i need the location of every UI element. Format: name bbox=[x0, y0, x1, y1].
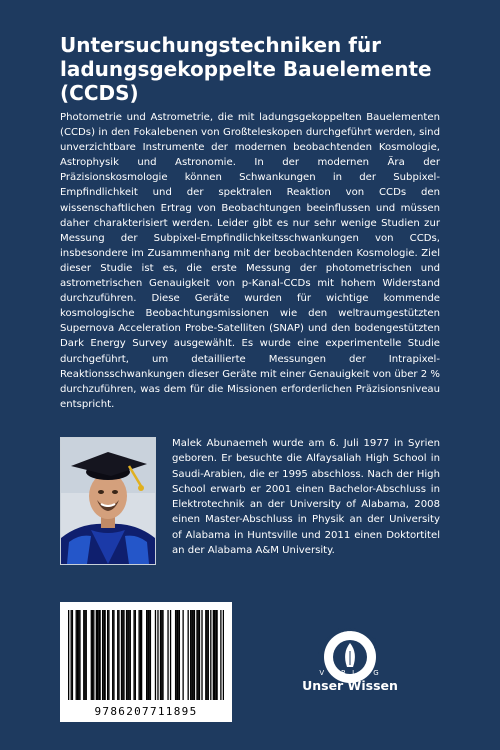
barcode-bar bbox=[205, 610, 206, 700]
barcode-bar bbox=[121, 610, 122, 700]
book-abstract: Photometrie und Astrometrie, die mit ladungsgekoppelten Bauelementen (CCDs) in den Fokalebenen von Großteleskopen durchgeführt werden, sind unverzichtbare Instrumente der modernen beobachtenden Kosmologie, Astrophysik und Astronomie. In der modernen Ära der Präzisionskosmologie können Schwankungen in der Subpixel-Empfindlichkeit und der spektralen Reaktion von CCDs den wissenschaftlichen Ertrag von Beobachtungen beeinflussen und müssen daher charakterisiert werden. Leider gibt es nur sehr wenige Studien zur Messung der Subpixel-Empfindlichkeitsschwankungen von CCDs, insbesondere im Zusammenhang mit der beobachtenden Kosmologie. Ziel dieser Studie ist es, die erste Messung der photometrischen und astrometrischen Genauigkeit von p-Kanal-CCDs mit hohem Widerstand durchzuführen. Diese Geräte wurden für wichtige kommende kosmologische Beobachtungsmissionen wie den weltraumgestützten Supernova Acceleration Probe-Satelliten (SNAP) und den bodengestützten Dark Energy Survey ausgewählt. Es wurde eine experimentelle Studie durchgeführt, um detaillierte Messungen der Intrapixel-Reaktionsschwankungen dieser Geräte mit einer Genauigkeit von über 2 % durchzuführen, was dem für die Missionen erforderlichen Präzisionsniveau entspricht. bbox=[60, 112, 441, 410]
barcode-bar bbox=[146, 610, 147, 700]
barcode-bar bbox=[93, 610, 94, 700]
barcode-bar bbox=[78, 610, 79, 700]
barcode-bar bbox=[123, 610, 124, 700]
barcode-bar bbox=[149, 610, 150, 700]
barcode-bar bbox=[76, 610, 77, 700]
barcode-bar bbox=[77, 610, 78, 700]
logo-ring-text: Unser Wissen · Verlag · bbox=[317, 625, 383, 656]
barcode-bar bbox=[161, 610, 162, 700]
barcode-bar bbox=[83, 610, 84, 700]
barcode-bar bbox=[176, 610, 177, 700]
isbn-number: 9786207711895 bbox=[94, 705, 198, 718]
barcode-bar bbox=[155, 610, 156, 700]
barcode-bar bbox=[196, 610, 197, 700]
barcode-bar bbox=[128, 610, 129, 700]
barcode-bar bbox=[216, 610, 217, 700]
barcode-bar bbox=[175, 610, 176, 700]
barcode-bar bbox=[190, 610, 191, 700]
barcode-bar bbox=[140, 610, 141, 700]
barcode-bar bbox=[141, 610, 142, 700]
barcode-bar bbox=[179, 610, 180, 700]
barcode-bar bbox=[112, 610, 113, 700]
barcode-bar bbox=[210, 610, 211, 700]
title-line-2: ladungsgekoppelte Bauelemente bbox=[60, 57, 432, 81]
barcode-bar bbox=[84, 610, 85, 700]
title-line-1: Untersuchungstechniken für bbox=[60, 33, 382, 57]
barcode-bar bbox=[98, 610, 99, 700]
barcode-bar bbox=[86, 610, 87, 700]
barcode-bar bbox=[97, 610, 98, 700]
barcode-bar bbox=[167, 610, 168, 700]
barcode-bar bbox=[206, 610, 207, 700]
barcode-bar bbox=[117, 610, 118, 700]
barcode-bar bbox=[72, 610, 73, 700]
barcode-bar bbox=[108, 610, 109, 700]
barcode-bar bbox=[213, 610, 214, 700]
publisher-name: Unser Wissen bbox=[302, 678, 398, 693]
barcode-bar bbox=[147, 610, 148, 700]
barcode-bar bbox=[126, 610, 127, 700]
author-photo bbox=[60, 437, 156, 565]
author-portrait-image bbox=[61, 438, 155, 564]
barcode-bar bbox=[191, 610, 192, 700]
author-bio: Malek Abunaemeh wurde am 6. Juli 1977 in Syrien geboren. Er besuchte die Alfaysaliah High School in Saudi-Arabien, die er 1995 abschloss. Nach der High School erwarb er 2001 einen Bachelor-Abschluss in Elektrotechnik an der University of Alabama, 2008 einen Master-Abschluss in Physik an der University of Alabama in Huntsville und 2011 einen Doktortitel an der Alabama A&M University. bbox=[172, 438, 440, 557]
barcode-bar bbox=[68, 610, 69, 700]
barcode-bar bbox=[220, 610, 221, 700]
barcode-bars bbox=[68, 610, 224, 700]
barcode-bar bbox=[104, 610, 105, 700]
barcode bbox=[60, 602, 232, 722]
barcode-bar bbox=[201, 610, 202, 700]
barcode-bar bbox=[150, 610, 151, 700]
publisher-logo bbox=[300, 625, 400, 705]
publisher-verlag-label: V E R L A G bbox=[319, 669, 381, 677]
barcode-bar bbox=[91, 610, 92, 700]
barcode-bar bbox=[118, 610, 119, 700]
barcode-bar bbox=[160, 610, 161, 700]
barcode-bar bbox=[99, 610, 100, 700]
barcode-bar bbox=[102, 610, 103, 700]
barcode-bar bbox=[96, 610, 97, 700]
barcode-bar bbox=[135, 610, 136, 700]
barcode-bar bbox=[198, 610, 199, 700]
barcode-bar bbox=[103, 610, 104, 700]
barcode-bar bbox=[223, 610, 224, 700]
barcode-bar bbox=[162, 610, 163, 700]
barcode-bar bbox=[127, 610, 128, 700]
barcode-bar bbox=[107, 610, 108, 700]
barcode-bar bbox=[138, 610, 139, 700]
barcode-bar bbox=[208, 610, 209, 700]
barcode-bar bbox=[92, 610, 93, 700]
barcode-bar bbox=[188, 610, 189, 700]
barcode-bar bbox=[157, 610, 158, 700]
barcode-bar bbox=[133, 610, 134, 700]
barcode-bar bbox=[214, 610, 215, 700]
barcode-bar bbox=[215, 610, 216, 700]
title-line-3: (CCDS) bbox=[60, 81, 139, 105]
barcode-bar bbox=[71, 610, 72, 700]
barcode-bar bbox=[79, 610, 80, 700]
barcode-bar bbox=[130, 610, 131, 700]
barcode-bar bbox=[177, 610, 178, 700]
barcode-bar bbox=[194, 610, 195, 700]
barcode-bar bbox=[199, 610, 200, 700]
barcode-bar bbox=[170, 610, 171, 700]
book-title bbox=[60, 33, 460, 105]
barcode-bar bbox=[122, 610, 123, 700]
barcode-bar bbox=[182, 610, 183, 700]
barcode-bar bbox=[113, 610, 114, 700]
barcode-bar bbox=[193, 610, 194, 700]
